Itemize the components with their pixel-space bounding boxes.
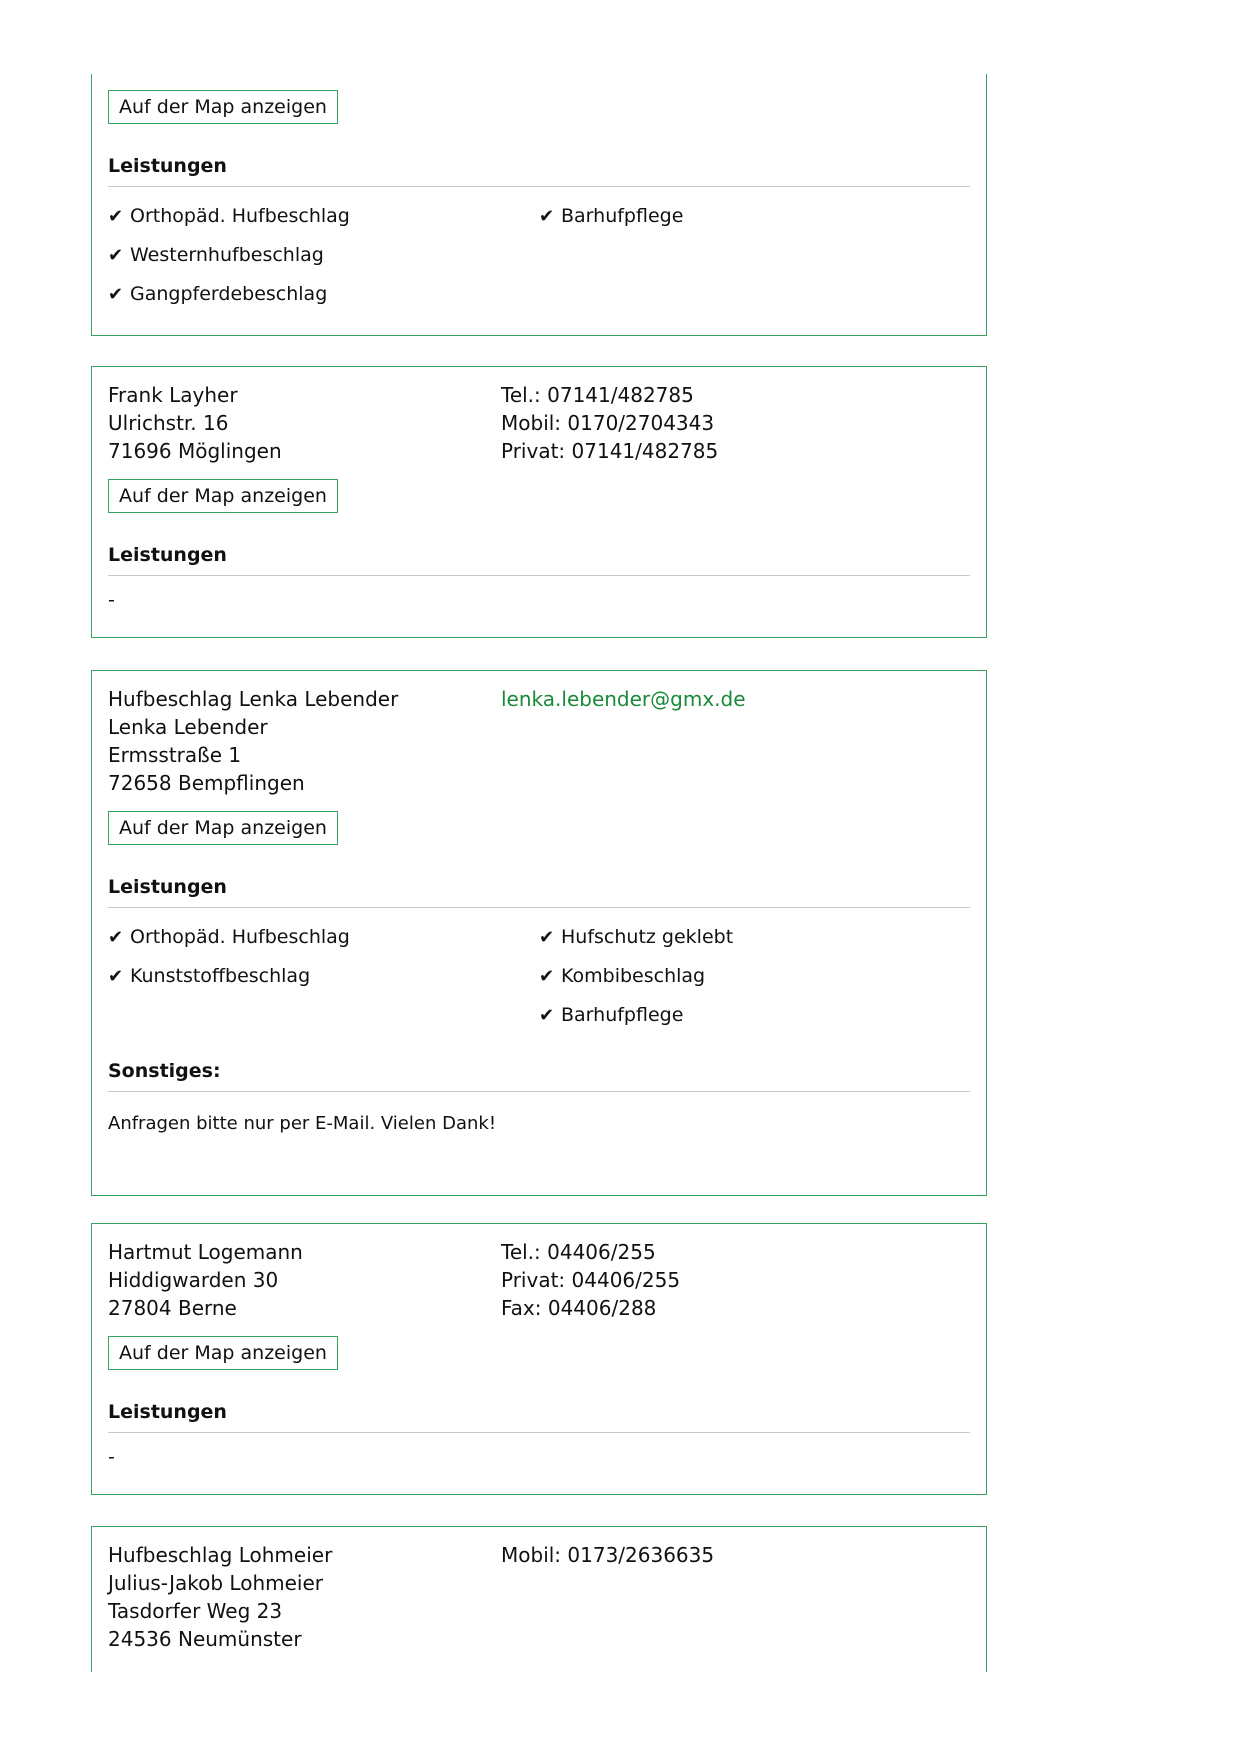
provider-name: Frank Layher bbox=[108, 383, 238, 407]
contact-block bbox=[501, 1541, 970, 1653]
service-item: ✔ Barhufpflege bbox=[539, 996, 970, 1035]
service-item: ✔ Gangpferdebeschlag bbox=[108, 275, 539, 314]
provider-card bbox=[91, 1526, 987, 1672]
city: 71696 Möglingen bbox=[108, 439, 282, 463]
checkmark-icon: ✔ bbox=[108, 966, 124, 987]
service-item: ✔ Kunststoffbeschlag bbox=[108, 957, 539, 996]
provider-card bbox=[91, 670, 987, 1196]
checkmark-icon: ✔ bbox=[108, 206, 124, 227]
business-name: Hufbeschlag Lohmeier bbox=[108, 1543, 333, 1567]
checkmark-icon: ✔ bbox=[539, 927, 555, 948]
city: 24536 Neumünster bbox=[108, 1627, 302, 1651]
phone: Tel.: 04406/255 bbox=[501, 1240, 656, 1264]
service-item: ✔ Westernhufbeschlag bbox=[108, 236, 539, 275]
service-item: ✔ Barhufpflege bbox=[539, 197, 970, 236]
street: Ermsstraße 1 bbox=[108, 743, 242, 767]
checkmark-icon: ✔ bbox=[108, 927, 124, 948]
phone: Tel.: 07141/482785 bbox=[501, 383, 694, 407]
contact-block bbox=[501, 1238, 970, 1322]
services-list bbox=[108, 197, 970, 314]
city: 72658 Bempflingen bbox=[108, 771, 305, 795]
misc-text: Anfragen bitte nur per E-Mail. Vielen Dank! bbox=[108, 1113, 497, 1134]
service-item: ✔ Orthopäd. Hufbeschlag bbox=[108, 918, 539, 957]
mobile: Mobil: 0173/2636635 bbox=[501, 1543, 715, 1567]
services-heading: Leistungen bbox=[108, 875, 970, 908]
address-block bbox=[108, 685, 501, 797]
street: Tasdorfer Weg 23 bbox=[108, 1599, 283, 1623]
street: Ulrichstr. 16 bbox=[108, 411, 229, 435]
mobile: Mobil: 0170/2704343 bbox=[501, 411, 715, 435]
provider-card bbox=[91, 1223, 987, 1495]
no-services: - bbox=[108, 1446, 115, 1468]
private-phone: Privat: 04406/255 bbox=[501, 1268, 681, 1292]
services-heading: Leistungen bbox=[108, 543, 970, 576]
provider-name: Julius-Jakob Lohmeier bbox=[108, 1571, 323, 1595]
services-heading: Leistungen bbox=[108, 154, 970, 187]
provider-name: Hartmut Logemann bbox=[108, 1240, 303, 1264]
checkmark-icon: ✔ bbox=[539, 206, 555, 227]
services-list bbox=[108, 918, 970, 1035]
fax: Fax: 04406/288 bbox=[501, 1296, 657, 1320]
show-on-map-button[interactable]: Auf der Map anzeigen bbox=[108, 90, 338, 124]
provider-card bbox=[91, 366, 987, 638]
service-item: ✔ Kombibeschlag bbox=[539, 957, 970, 996]
business-name: Hufbeschlag Lenka Lebender bbox=[108, 687, 399, 711]
show-on-map-button[interactable]: Auf der Map anzeigen bbox=[108, 1336, 338, 1370]
contact-block bbox=[501, 685, 970, 797]
street: Hiddigwarden 30 bbox=[108, 1268, 279, 1292]
address-block bbox=[108, 1238, 501, 1322]
email-link[interactable]: lenka.lebender@gmx.de bbox=[501, 687, 746, 711]
address-block bbox=[108, 381, 501, 465]
show-on-map-button[interactable]: Auf der Map anzeigen bbox=[108, 479, 338, 513]
private-phone: Privat: 07141/482785 bbox=[501, 439, 719, 463]
address-block bbox=[108, 1541, 501, 1653]
no-services: - bbox=[108, 589, 115, 611]
provider-card bbox=[91, 74, 987, 336]
checkmark-icon: ✔ bbox=[539, 1005, 555, 1026]
checkmark-icon: ✔ bbox=[539, 966, 555, 987]
contact-block bbox=[501, 381, 970, 465]
checkmark-icon: ✔ bbox=[108, 245, 124, 266]
misc-heading: Sonstiges: bbox=[108, 1059, 970, 1092]
city: 27804 Berne bbox=[108, 1296, 237, 1320]
service-item: ✔ Hufschutz geklebt bbox=[539, 918, 970, 957]
show-on-map-button[interactable]: Auf der Map anzeigen bbox=[108, 811, 338, 845]
checkmark-icon: ✔ bbox=[108, 284, 124, 305]
services-heading: Leistungen bbox=[108, 1400, 970, 1433]
service-item: ✔ Orthopäd. Hufbeschlag bbox=[108, 197, 539, 236]
provider-name: Lenka Lebender bbox=[108, 715, 268, 739]
